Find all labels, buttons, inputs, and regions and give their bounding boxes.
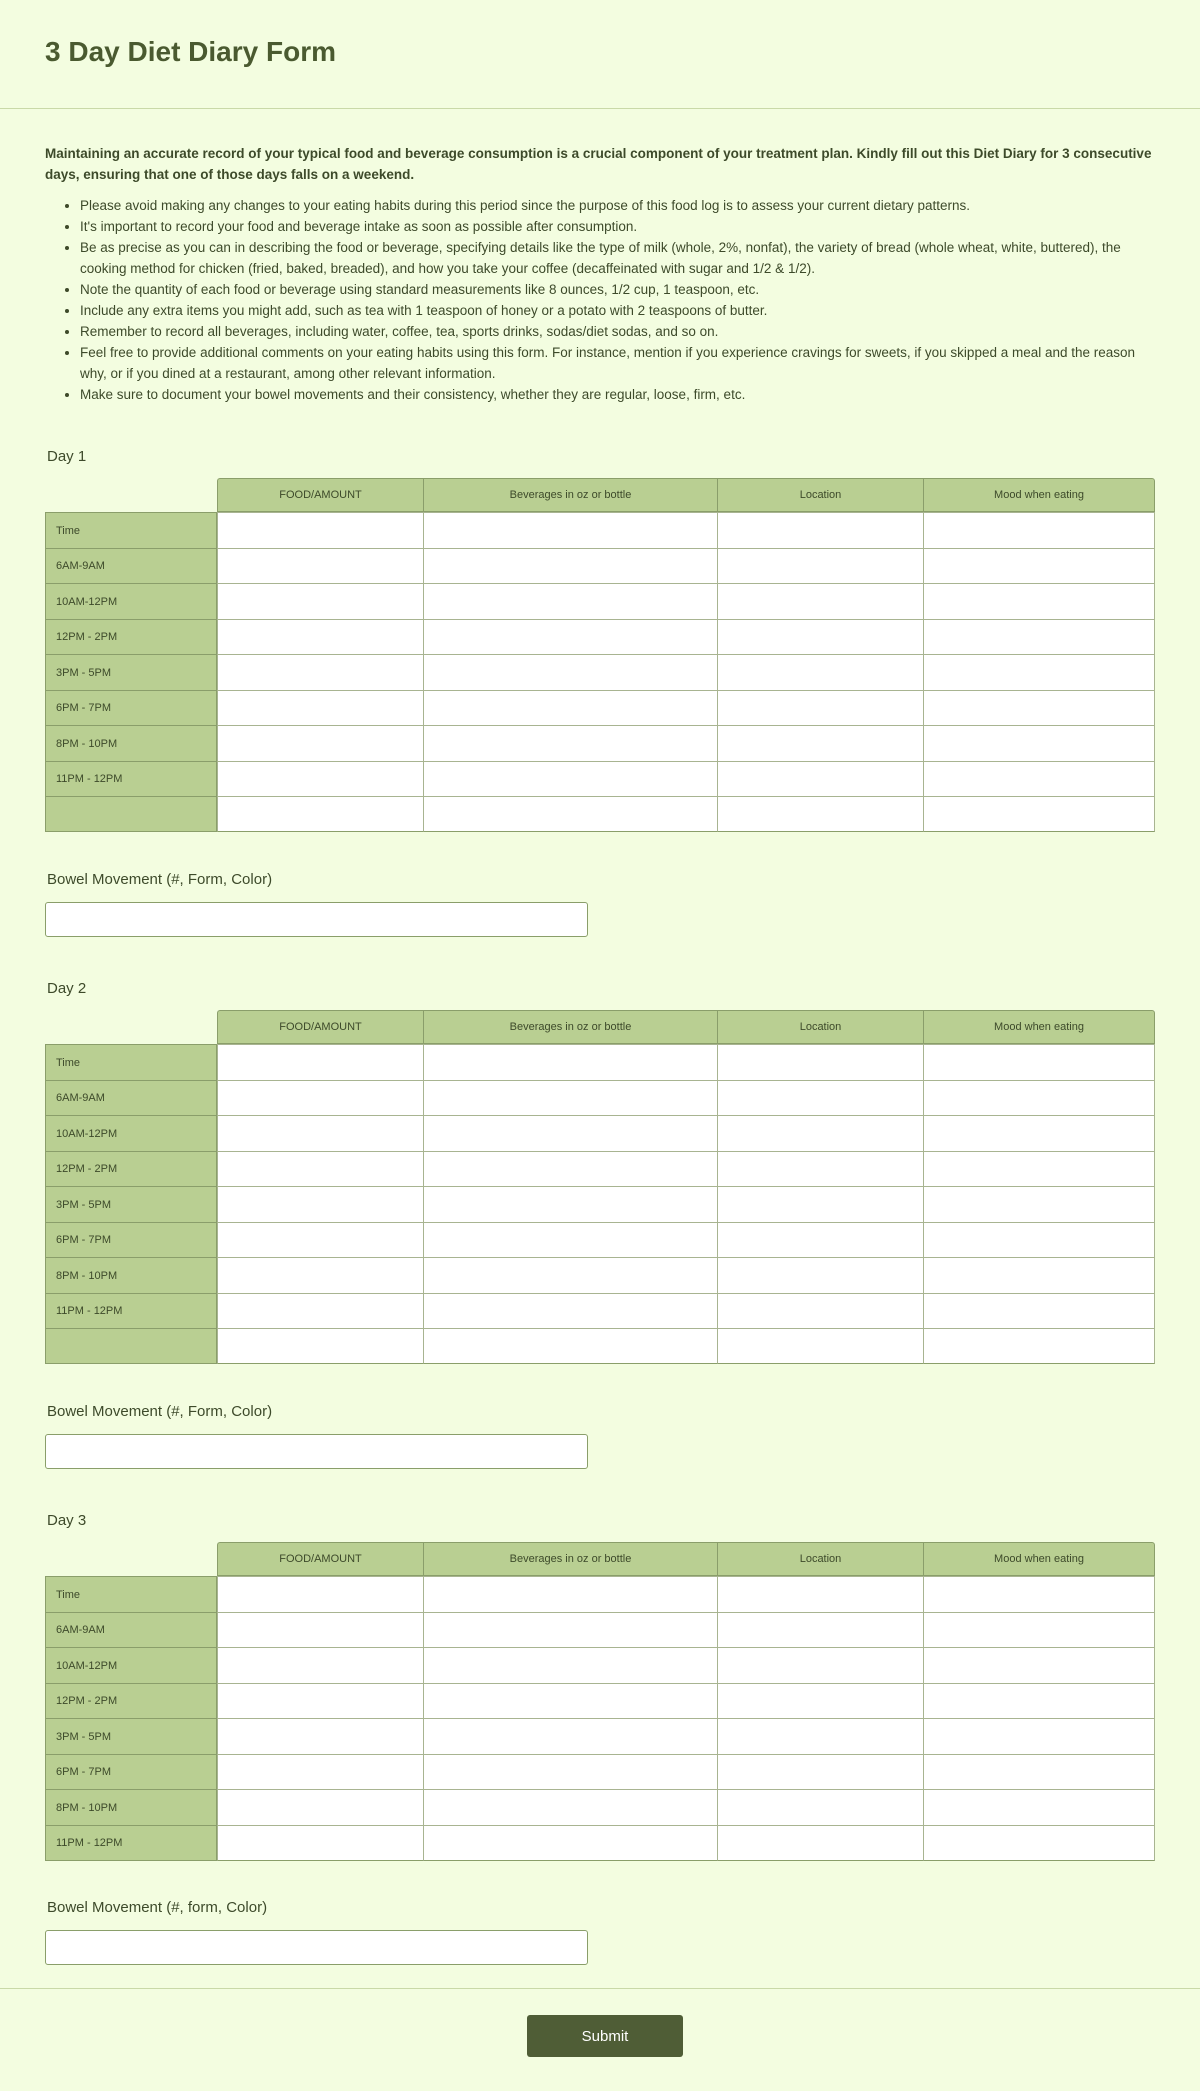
bowel-movement-input[interactable]	[45, 902, 588, 937]
table-input-cell[interactable]	[717, 1044, 923, 1080]
time-label: 6AM-9AM	[45, 548, 217, 584]
day-label: Day 2	[47, 980, 87, 997]
table-input-cell[interactable]	[717, 1683, 923, 1719]
table-input-cell[interactable]	[423, 761, 717, 797]
table-row	[45, 1222, 1155, 1258]
table-input-cell[interactable]	[423, 1115, 717, 1151]
table-input-cell[interactable]	[923, 1044, 1155, 1080]
table-input-cell[interactable]	[423, 1186, 717, 1222]
table-row	[45, 1186, 1155, 1222]
time-label: 11PM - 12PM	[45, 1825, 217, 1861]
table-input-cell[interactable]	[923, 1293, 1155, 1329]
table-input-cell[interactable]	[717, 1222, 923, 1258]
table-input-cell[interactable]	[217, 1647, 423, 1683]
table-row	[45, 1789, 1155, 1825]
time-label: 11PM - 12PM	[45, 761, 217, 797]
column-header: Mood when eating	[923, 478, 1155, 512]
time-label	[45, 796, 217, 832]
time-label: 10AM-12PM	[45, 1647, 217, 1683]
table-input-cell[interactable]	[423, 1647, 717, 1683]
table-row	[45, 1328, 1155, 1364]
table-row	[45, 1576, 1155, 1612]
table-input-cell[interactable]	[423, 619, 717, 655]
time-label	[45, 1328, 217, 1364]
time-label: 8PM - 10PM	[45, 1789, 217, 1825]
time-label: Time	[45, 1576, 217, 1612]
table-row	[45, 654, 1155, 690]
table-row	[45, 1115, 1155, 1151]
column-header: FOOD/AMOUNT	[217, 1010, 423, 1044]
table-input-cell[interactable]	[423, 1576, 717, 1612]
table-input-cell[interactable]	[217, 690, 423, 726]
table-input-cell[interactable]	[717, 1151, 923, 1187]
table-row	[45, 725, 1155, 761]
table-input-cell[interactable]	[217, 1754, 423, 1790]
instruction-item: • Please avoid making any changes to your eating habits during this period since the purpose of this food log is to assess your current dietary patterns.	[80, 195, 1155, 216]
table-input-cell[interactable]	[217, 725, 423, 761]
table-row	[45, 690, 1155, 726]
column-header: Location	[717, 1010, 923, 1044]
table-row	[45, 1044, 1155, 1080]
table-input-cell[interactable]	[217, 654, 423, 690]
table-input-cell[interactable]	[717, 1328, 923, 1364]
table-input-cell[interactable]	[923, 654, 1155, 690]
table-input-cell[interactable]	[423, 1825, 717, 1861]
bowel-movement-input[interactable]	[45, 1434, 588, 1469]
table-input-cell[interactable]	[717, 761, 923, 797]
table-input-cell[interactable]	[717, 619, 923, 655]
table-row	[45, 1754, 1155, 1790]
table-input-cell[interactable]	[217, 1222, 423, 1258]
table-input-cell[interactable]	[423, 583, 717, 619]
column-header: Location	[717, 1542, 923, 1576]
table-input-cell[interactable]	[717, 1754, 923, 1790]
time-label: Time	[45, 1044, 217, 1080]
table-row	[45, 796, 1155, 832]
table-input-cell[interactable]	[923, 548, 1155, 584]
table-input-cell[interactable]	[423, 1257, 717, 1293]
table-input-cell[interactable]	[923, 1718, 1155, 1754]
instruction-item: • Make sure to document your bowel movements and their consistency, whether they are regular, loose, firm, etc.	[80, 384, 1155, 405]
table-input-cell[interactable]	[717, 1789, 923, 1825]
table-input-cell[interactable]	[217, 796, 423, 832]
table-input-cell[interactable]	[217, 1080, 423, 1116]
time-label: 8PM - 10PM	[45, 1257, 217, 1293]
column-header: FOOD/AMOUNT	[217, 1542, 423, 1576]
table-input-cell[interactable]	[717, 796, 923, 832]
table-input-cell[interactable]	[923, 1222, 1155, 1258]
table-input-cell[interactable]	[923, 1576, 1155, 1612]
table-input-cell[interactable]	[717, 1257, 923, 1293]
table-input-cell[interactable]	[423, 1789, 717, 1825]
time-label: 6PM - 7PM	[45, 690, 217, 726]
table-input-cell[interactable]	[923, 512, 1155, 548]
table-input-cell[interactable]	[717, 1718, 923, 1754]
table-input-cell[interactable]	[717, 1825, 923, 1861]
time-label: 6PM - 7PM	[45, 1222, 217, 1258]
table-input-cell[interactable]	[217, 1576, 423, 1612]
table-input-cell[interactable]	[923, 690, 1155, 726]
day-label: Day 3	[47, 1512, 87, 1529]
table-input-cell[interactable]	[423, 1683, 717, 1719]
time-label: 8PM - 10PM	[45, 725, 217, 761]
table-input-cell[interactable]	[923, 583, 1155, 619]
table-input-cell[interactable]	[423, 1754, 717, 1790]
column-header: Beverages in oz or bottle	[423, 1010, 717, 1044]
table-input-cell[interactable]	[923, 796, 1155, 832]
table-input-cell[interactable]	[423, 1718, 717, 1754]
instruction-item: • Include any extra items you might add, such as tea with 1 teaspoon of honey or a potato with 2 teaspoons of butter.	[80, 300, 1155, 321]
table-input-cell[interactable]	[217, 1044, 423, 1080]
time-label: 6AM-9AM	[45, 1080, 217, 1116]
instruction-item: • Remember to record all beverages, including water, coffee, tea, sports drinks, sodas/diet sodas, and so on.	[80, 321, 1155, 342]
table-input-cell[interactable]	[923, 761, 1155, 797]
time-label: 12PM - 2PM	[45, 1683, 217, 1719]
table-input-cell[interactable]	[923, 1151, 1155, 1187]
table-input-cell[interactable]	[423, 1612, 717, 1648]
table-input-cell[interactable]	[923, 1789, 1155, 1825]
table-input-cell[interactable]	[217, 548, 423, 584]
table-input-cell[interactable]	[923, 1825, 1155, 1861]
table-input-cell[interactable]	[217, 761, 423, 797]
table-input-cell[interactable]	[923, 1115, 1155, 1151]
table-row	[45, 1293, 1155, 1329]
form-intro	[45, 143, 1155, 405]
time-label: 3PM - 5PM	[45, 654, 217, 690]
table-input-cell[interactable]	[423, 1328, 717, 1364]
time-label: 10AM-12PM	[45, 583, 217, 619]
table-input-cell[interactable]	[423, 654, 717, 690]
table-input-cell[interactable]	[923, 1647, 1155, 1683]
bowel-movement-label: Bowel Movement (#, form, Color)	[47, 1899, 268, 1916]
bowel-movement-input[interactable]	[45, 1930, 588, 1965]
table-input-cell[interactable]	[717, 654, 923, 690]
column-header: Beverages in oz or bottle	[423, 1542, 717, 1576]
bowel-movement-label: Bowel Movement (#, Form, Color)	[47, 870, 273, 888]
table-input-cell[interactable]	[423, 512, 717, 548]
table-input-cell[interactable]	[923, 1328, 1155, 1364]
table-input-cell[interactable]	[923, 619, 1155, 655]
table-input-cell[interactable]	[217, 1825, 423, 1861]
day-label: Day 1	[47, 448, 87, 465]
table-input-cell[interactable]	[217, 1151, 423, 1187]
time-label: 10AM-12PM	[45, 1115, 217, 1151]
column-header: Beverages in oz or bottle	[423, 478, 717, 512]
table-input-cell[interactable]	[717, 1080, 923, 1116]
table-input-cell[interactable]	[717, 1115, 923, 1151]
footer-divider	[0, 1988, 1200, 1989]
table-input-cell[interactable]	[717, 725, 923, 761]
table-input-cell[interactable]	[217, 1257, 423, 1293]
table-input-cell[interactable]	[217, 1683, 423, 1719]
table-input-cell[interactable]	[423, 796, 717, 832]
bowel-movement-label: Bowel Movement (#, Form, Color)	[47, 1402, 273, 1420]
table-input-cell[interactable]	[217, 1328, 423, 1364]
table-input-cell[interactable]	[217, 1186, 423, 1222]
table-row	[45, 583, 1155, 619]
table-input-cell[interactable]	[423, 1044, 717, 1080]
table-input-cell[interactable]	[217, 512, 423, 548]
table-input-cell[interactable]	[923, 1683, 1155, 1719]
table-input-cell[interactable]	[717, 690, 923, 726]
form-title: 3 Day Diet Diary Form	[45, 36, 336, 67]
time-label: 12PM - 2PM	[45, 619, 217, 655]
table-input-cell[interactable]	[923, 1612, 1155, 1648]
table-row	[45, 1718, 1155, 1754]
table-input-cell[interactable]	[217, 1718, 423, 1754]
table-input-cell[interactable]	[717, 1186, 923, 1222]
table-input-cell[interactable]	[717, 512, 923, 548]
table-row	[45, 1825, 1155, 1861]
column-header: FOOD/AMOUNT	[217, 478, 423, 512]
table-input-cell[interactable]	[217, 1789, 423, 1825]
instruction-item: • Feel free to provide additional comments on your eating habits using this form. For instance, mention if you experience cravings for sweets, if you skipped a meal and the reason why, or if you dined at a restaurant, among other relevant information.	[80, 342, 1155, 384]
table-input-cell[interactable]	[423, 725, 717, 761]
table-input-cell[interactable]	[717, 1293, 923, 1329]
form-header	[0, 0, 1200, 109]
table-row	[45, 1257, 1155, 1293]
table-input-cell[interactable]	[923, 1186, 1155, 1222]
table-input-cell[interactable]	[923, 725, 1155, 761]
intro-text: Maintaining an accurate record of your typical food and beverage consumption is a crucial component of your treatment plan. Kindly fill out this Diet Diary for 3 consecutive days, ensuring that one of those days falls on a weekend.	[45, 146, 1152, 182]
table-input-cell[interactable]	[217, 619, 423, 655]
instruction-item: • Note the quantity of each food or beverage using standard measurements like 8 ounces, 1/2 cup, 1 teaspoon, etc.	[80, 279, 1155, 300]
table-row	[45, 1647, 1155, 1683]
time-label: Time	[45, 512, 217, 548]
table-input-cell[interactable]	[717, 1612, 923, 1648]
table-input-cell[interactable]	[423, 1222, 717, 1258]
instruction-list	[45, 195, 1155, 405]
table-input-cell[interactable]	[217, 583, 423, 619]
table-row	[45, 761, 1155, 797]
table-row	[45, 1683, 1155, 1719]
table-row	[45, 1080, 1155, 1116]
table-input-cell[interactable]	[217, 1115, 423, 1151]
table-input-cell[interactable]	[717, 1576, 923, 1612]
table-row	[45, 1151, 1155, 1187]
table-input-cell[interactable]	[423, 548, 717, 584]
table-row	[45, 1612, 1155, 1648]
table-input-cell[interactable]	[717, 548, 923, 584]
time-label: 3PM - 5PM	[45, 1718, 217, 1754]
column-header: Mood when eating	[923, 1010, 1155, 1044]
table-input-cell[interactable]	[423, 1080, 717, 1116]
column-header: Location	[717, 478, 923, 512]
table-input-cell[interactable]	[423, 690, 717, 726]
table-row	[45, 619, 1155, 655]
table-row	[45, 512, 1155, 548]
instruction-item: • It's important to record your food and beverage intake as soon as possible after consumption.	[80, 216, 1155, 237]
table-input-cell[interactable]	[423, 1293, 717, 1329]
time-label: 3PM - 5PM	[45, 1186, 217, 1222]
table-input-cell[interactable]	[923, 1257, 1155, 1293]
column-header: Mood when eating	[923, 1542, 1155, 1576]
time-label: 6AM-9AM	[45, 1612, 217, 1648]
table-input-cell[interactable]	[217, 1612, 423, 1648]
table-input-cell[interactable]	[423, 1151, 717, 1187]
time-label: 12PM - 2PM	[45, 1151, 217, 1187]
instruction-item: • Be as precise as you can in describing the food or beverage, specifying details like the type of milk (whole, 2%, nonfat), the variety of bread (whole wheat, white, buttered), the cooking method for chicken (fried, baked, breaded), and how you take your coffee (decaffeinated with sugar and 1/2 & 1/2).	[80, 237, 1155, 279]
table-input-cell[interactable]	[923, 1754, 1155, 1790]
table-input-cell[interactable]	[217, 1293, 423, 1329]
time-label: 11PM - 12PM	[45, 1293, 217, 1329]
submit-button[interactable]: Submit	[527, 2015, 683, 2057]
table-input-cell[interactable]	[923, 1080, 1155, 1116]
table-input-cell[interactable]	[717, 1647, 923, 1683]
table-row	[45, 548, 1155, 584]
time-label: 6PM - 7PM	[45, 1754, 217, 1790]
table-input-cell[interactable]	[717, 583, 923, 619]
